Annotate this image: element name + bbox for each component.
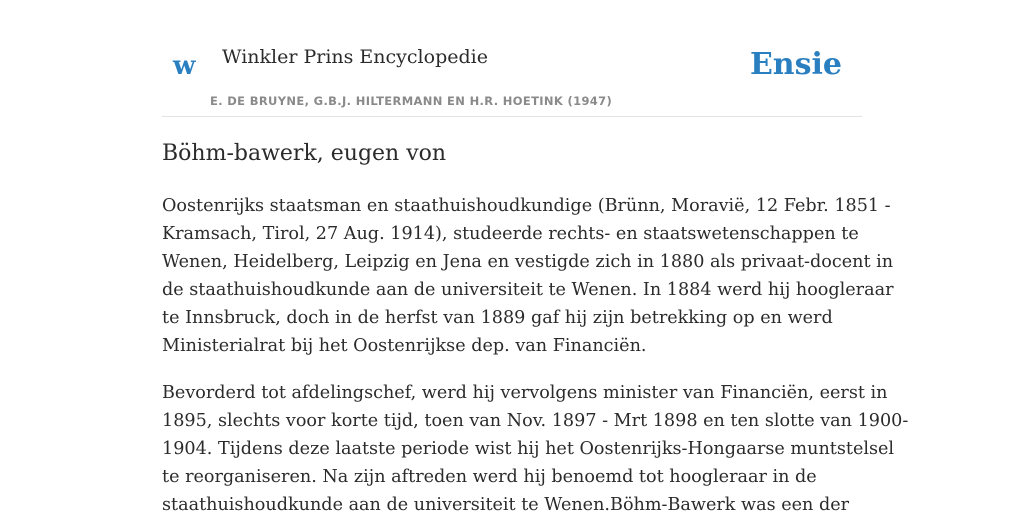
text-line: Kramsach, Tirol, 27 Aug. 1914), studeerde rechts- en staatswetenschappen te <box>162 224 859 244</box>
paragraph <box>162 379 909 512</box>
paragraph <box>162 192 894 360</box>
text-line: Bevorderd tot afdelingschef, werd hij vervolgens minister van Financiën, eerst in <box>162 383 888 403</box>
text-line: Oostenrijks staatsman en staathuishoudkundige (Brünn, Moravië, 12 Febr. 1851 - <box>162 196 891 216</box>
text-line: Wenen, Heidelberg, Leipzig en Jena en vestigde zich in 1880 als privaat-docent in <box>162 252 894 272</box>
winkler-prins-logo[interactable]: w <box>173 51 196 81</box>
site-header <box>162 0 862 117</box>
text-line: te Innsbruck, doch in de herfst van 1889 gaf hij zijn betrekking op en werd <box>162 308 833 328</box>
text-line: staathuishoudkunde aan de universiteit te Wenen.Böhm-Bawerk was een der <box>162 495 850 512</box>
entry-title: Böhm-bawerk, eugen von <box>162 141 447 166</box>
text-line: te reorganiseren. Na zijn aftreden werd hij benoemd tot hoogleraar in de <box>162 467 817 487</box>
entry-body <box>162 192 909 512</box>
text-line: de staathuishoudkunde aan de universiteit te Wenen. In 1884 werd hij hoogleraar <box>162 280 894 300</box>
text-line: 1904. Tijdens deze laatste periode wist hij het Oostenrijks-Hongaarse muntstelsel <box>162 439 895 459</box>
book-title[interactable]: Winkler Prins Encyclopedie <box>222 46 488 68</box>
ensie-logo[interactable]: Ensie <box>749 47 842 82</box>
book-authors: E. DE BRUYNE, G.B.J. HILTERMANN EN H.R. HOETINK (1947) <box>210 94 613 108</box>
text-line: 1895, slechts voor korte tijd, toen van Nov. 1897 - Mrt 1898 en ten slotte van 1900- <box>162 411 909 431</box>
text-line: Ministerialrat bij het Oostenrijkse dep. van Financiën. <box>162 336 647 356</box>
